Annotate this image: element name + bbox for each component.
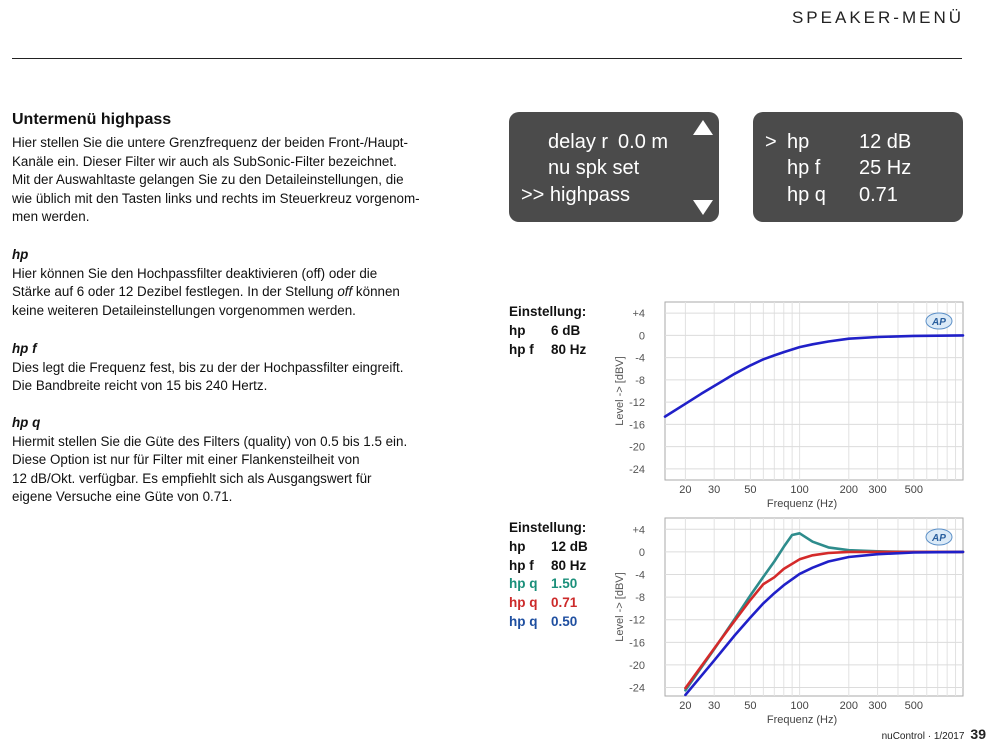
y-axis-label: Level -> [dBV] [614, 572, 626, 642]
x-tick-label: 20 [679, 700, 692, 712]
settings-value: 0.50 [551, 613, 578, 629]
y-tick-label: -24 [629, 463, 645, 476]
x-tick-label: 20 [679, 484, 692, 496]
settings-legend-1 [509, 303, 586, 359]
settings-row [509, 341, 586, 360]
y-tick-label: -16 [629, 637, 645, 650]
x-tick-label: 30 [708, 700, 721, 712]
hp-line: Hier können Sie den Hochpassfilter deaktivieren (off) oder die [12, 265, 378, 281]
frequency-response-chart-2 [605, 516, 967, 726]
y-tick-label: 0 [638, 330, 645, 343]
plot-area [665, 518, 963, 696]
y-tick-label: -4 [635, 352, 645, 365]
page-number: 39 [970, 726, 986, 742]
x-tick-label: 100 [790, 484, 809, 496]
x-tick-label: 500 [904, 700, 923, 712]
footer-text: nuControl · 1/2017 [881, 731, 965, 742]
intro-line: Kanäle ein. Dieser Filter wir auch als SubSonic-Filter bezeichnet. [12, 153, 397, 169]
settings-value: 6 dB [551, 322, 581, 338]
hpq-heading: hp q [12, 415, 41, 430]
hp-line-part: können [352, 284, 400, 300]
plot-area [665, 302, 963, 480]
hpq-line: Hiermit stellen Sie die Güte des Filters (quality) von 0.5 bis 1.5 ein. [12, 433, 408, 449]
hp-off-emphasis: off [337, 284, 353, 300]
intro-line: men werden. [12, 209, 90, 225]
x-axis-label: Frequenz (Hz) [766, 498, 838, 510]
x-axis-label: Frequenz (Hz) [766, 714, 838, 726]
y-tick-label: -12 [629, 397, 645, 410]
hpq-line: 12 dB/Okt. verfügbar. Es empfiehlt sich als Ausgangswert für [12, 470, 372, 486]
lcd-row-label: hp q [787, 184, 826, 206]
settings-row [509, 557, 588, 576]
x-tick-label: 200 [839, 700, 858, 712]
settings-key: hp f [509, 341, 534, 357]
hpq-paragraph [12, 414, 472, 507]
settings-value: 0.71 [551, 595, 578, 611]
lcd-row-delay [548, 129, 668, 155]
x-tick-label: 300 [868, 484, 887, 496]
lcd-row-label: hp f [787, 157, 821, 179]
settings-key: hp q [509, 595, 538, 611]
settings-row-q050 [509, 613, 588, 632]
ap-logo-text: AP [932, 533, 946, 544]
settings-title: Einstellung: [509, 304, 587, 319]
hpf-line: Dies legt die Frequenz fest, bis zu der der Hochpassfilter eingreift. [12, 359, 404, 375]
hpq-line: eigene Versuche eine Güte von 0.71. [12, 489, 233, 505]
y-tick-label: 0 [638, 546, 645, 559]
lcd-row-label: delay r [548, 131, 609, 153]
page-footer [882, 726, 986, 742]
hp-line-part: Stärke auf 6 oder 12 Dezibel festlegen. In der Stellung [12, 284, 338, 300]
lcd-highpass-display [753, 112, 963, 222]
intro-line: Mit der Auswahltaste gelangen Sie zu den Detaileinstellungen, die [12, 172, 404, 188]
x-tick-label: 200 [839, 484, 858, 496]
settings-title: Einstellung: [509, 520, 587, 535]
settings-key: hp q [509, 613, 538, 629]
lcd-row-nu-spk-set [548, 155, 639, 181]
settings-row-q071 [509, 594, 588, 613]
lcd-row-label: hp [787, 131, 810, 153]
header-divider [12, 58, 962, 59]
lcd-row-value: 12 dB [859, 131, 912, 153]
y-tick-label: -20 [629, 659, 645, 672]
settings-row-q150 [509, 575, 588, 594]
settings-key: hp f [509, 557, 534, 573]
frequency-response-chart-1 [605, 300, 967, 510]
lcd-cursor: > [765, 131, 777, 153]
settings-row [509, 538, 588, 557]
settings-key: hp [509, 322, 526, 338]
settings-key: hp [509, 538, 526, 554]
hpf-heading: hp f [12, 341, 37, 356]
hp-line: keine weiteren Detaileinstellungen vorgenommen werden. [12, 302, 356, 318]
settings-key: hp q [509, 576, 538, 592]
settings-value: 80 Hz [551, 341, 587, 357]
x-tick-label: 30 [708, 484, 721, 496]
y-axis-label: Level -> [dBV] [614, 356, 626, 426]
intro-line: Hier stellen Sie die untere Grenzfrequenz der beiden Front-/Haupt- [12, 135, 408, 150]
down-arrow-icon [693, 200, 713, 215]
x-tick-label: 300 [868, 700, 887, 712]
settings-legend-2 [509, 519, 588, 632]
x-tick-label: 500 [904, 484, 923, 496]
y-tick-label: -20 [629, 441, 645, 454]
settings-value: 80 Hz [551, 557, 587, 573]
y-tick-label: -8 [635, 374, 645, 387]
lcd-menu-display [509, 112, 719, 222]
lcd-row-label: nu spk set [548, 157, 640, 179]
up-arrow-icon [693, 120, 713, 135]
y-tick-label: +4 [632, 308, 645, 321]
page-header-title: SPEAKER-MENÜ [791, 8, 964, 27]
y-tick-label: -24 [629, 682, 645, 695]
hp-line [12, 283, 472, 302]
lcd-row-hp-q [765, 182, 898, 208]
x-tick-label: 50 [744, 484, 757, 496]
settings-row [509, 322, 586, 341]
lcd-cursor: >> [521, 184, 545, 206]
x-tick-label: 100 [790, 700, 809, 712]
ap-logo-text: AP [932, 317, 946, 328]
intro-line: wie üblich mit den Tasten links und rechts im Steuerkreuz vorgenom- [12, 190, 420, 206]
y-tick-label: +4 [632, 524, 645, 537]
settings-value: 1.50 [551, 576, 578, 592]
hpf-paragraph [12, 340, 472, 396]
lcd-row-hp-f [765, 155, 911, 181]
x-tick-label: 50 [744, 700, 757, 712]
lcd-row-label: highpass [549, 184, 630, 206]
y-tick-label: -16 [629, 419, 645, 432]
settings-value: 12 dB [551, 538, 588, 554]
lcd-row-value: 25 Hz [859, 157, 912, 179]
lcd-row-value: 0.71 [859, 184, 898, 206]
y-tick-label: -8 [635, 592, 645, 605]
lcd-row-value: 0.0 m [618, 131, 669, 153]
hpq-line: Diese Option ist nur für Filter mit einer Flankensteilheit von [12, 452, 360, 468]
section-title: Untermenü highpass [12, 111, 172, 128]
hp-heading: hp [12, 247, 29, 262]
y-tick-label: -12 [629, 614, 645, 627]
lcd-row-highpass [521, 182, 630, 208]
hpf-line: Die Bandbreite reicht von 15 bis 240 Hertz. [12, 378, 268, 394]
y-tick-label: -4 [635, 569, 645, 582]
hp-paragraph [12, 246, 472, 320]
lcd-row-hp [765, 129, 911, 155]
intro-paragraph [12, 134, 472, 227]
